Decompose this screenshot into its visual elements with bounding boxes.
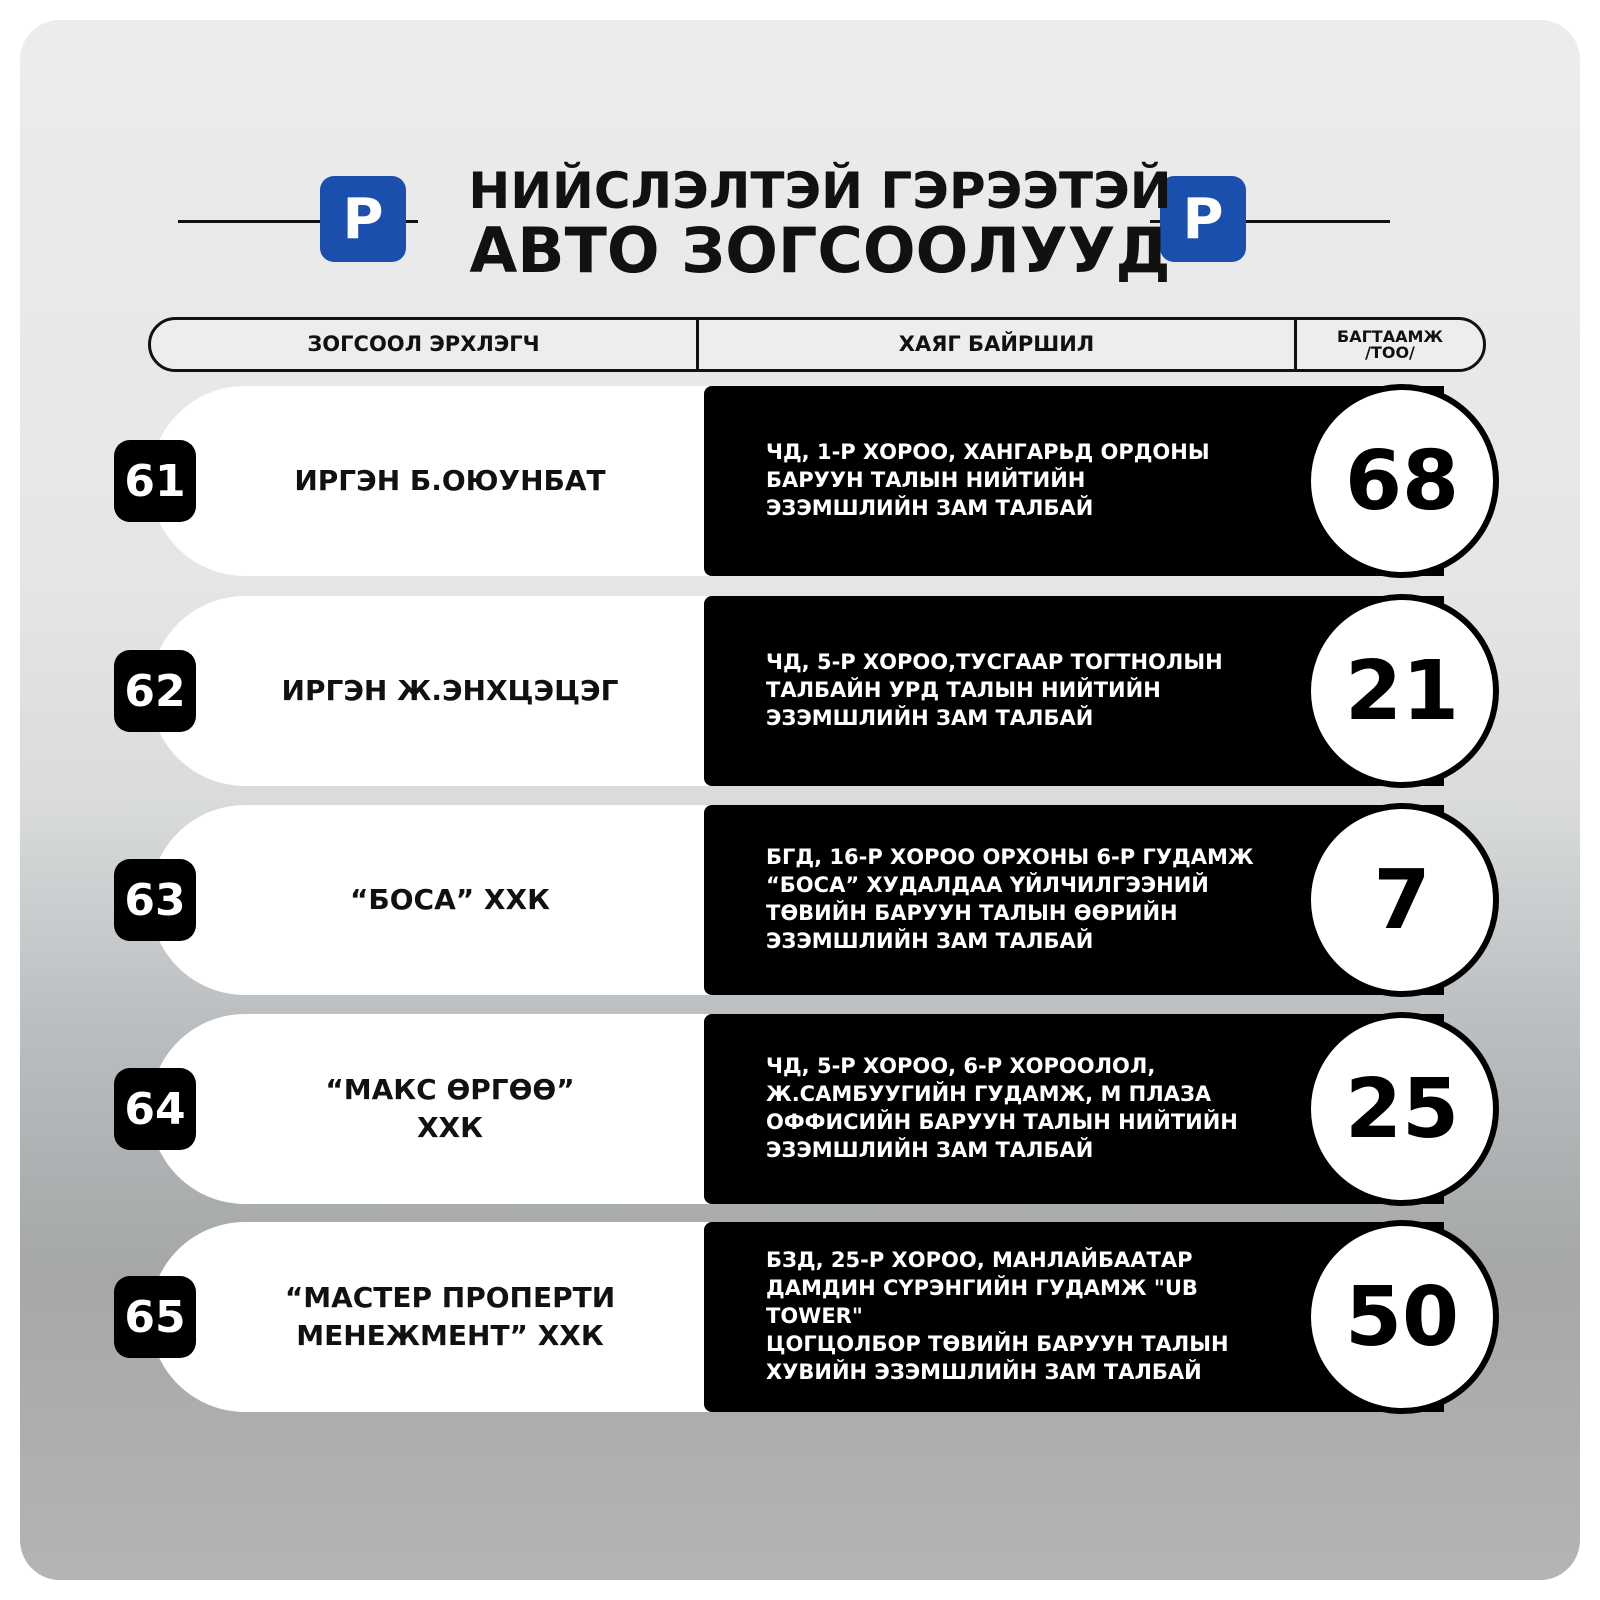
row-number-badge: 61 [114, 440, 196, 522]
title-line1: НИЙСЛЭЛТЭЙ ГЭРЭЭТЭЙ [468, 162, 1172, 220]
capacity-cell: 21 [1305, 594, 1499, 788]
address-cell: БЗД, 25-Р ХОРОО, МАНЛАЙБААТАР ДАМДИН СҮРЭНГИЙН ГУДАМЖ "UB TOWER" ЦОГЦОЛБОР ТӨВИЙН БАРУУН ТАЛЫН ХУВИЙН ЭЗЭМШЛИЙН ЗАМ ТАЛБАЙ [704, 1222, 1444, 1412]
table-row [124, 805, 1490, 995]
capacity-cell: 68 [1305, 384, 1499, 578]
parking-icon: P [1160, 176, 1246, 262]
address-cell: ЧД, 1-Р ХОРОО, ХАНГАРЬД ОРДОНЫ БАРУУН ТАЛЫН НИЙТИЙН ЭЗЭМШЛИЙН ЗАМ ТАЛБАЙ [704, 386, 1444, 576]
table-row [124, 596, 1490, 786]
table-row [124, 1014, 1490, 1204]
header-capacity: БАГТААМЖ /ТОО/ [1337, 326, 1443, 362]
owner-cell: “МАСТЕР ПРОПЕРТИ МЕНЕЖМЕНТ” ХХК [150, 1222, 710, 1412]
header-owner: ЗОГСООЛ ЭРХЛЭГЧ [151, 320, 699, 369]
address-cell: БГД, 16-Р ХОРОО ОРХОНЫ 6-Р ГУДАМЖ “БОСА” ХУДАЛДАА ҮЙЛЧИЛГЭЭНИЙ ТӨВИЙН БАРУУН ТАЛЫН ӨӨРИЙН ЭЗЭМШЛИЙН ЗАМ ТАЛБАЙ [704, 805, 1444, 995]
address-cell: ЧД, 5-Р ХОРОО,ТУСГААР ТОГТНОЛЫН ТАЛБАЙН УРД ТАЛЫН НИЙТИЙН ЭЗЭМШЛИЙН ЗАМ ТАЛБАЙ [704, 596, 1444, 786]
title-line2: АВТО ЗОГСООЛУУД [469, 214, 1171, 287]
owner-cell: ИРГЭН Ж.ЭНХЦЭЦЭГ [150, 596, 710, 786]
header-address: ХАЯГ БАЙРШИЛ [699, 320, 1297, 369]
row-number-badge: 63 [114, 859, 196, 941]
capacity-cell: 50 [1305, 1220, 1499, 1414]
owner-cell: ИРГЭН Б.ОЮУНБАТ [150, 386, 710, 576]
owner-cell: “МАКС ӨРГӨӨ” ХХК [150, 1014, 710, 1204]
parking-icon: P [320, 176, 406, 262]
capacity-cell: 25 [1305, 1012, 1499, 1206]
address-cell: ЧД, 5-Р ХОРОО, 6-Р ХОРООЛОЛ, Ж.САМБУУГИЙН ГУДАМЖ, М ПЛАЗА ОФФИСИЙН БАРУУН ТАЛЫН НИЙТИЙН ЭЗЭМШЛИЙН ЗАМ ТАЛБАЙ [704, 1014, 1444, 1204]
table-header [148, 317, 1486, 372]
row-number-badge: 64 [114, 1068, 196, 1150]
table-row [124, 386, 1490, 576]
row-number-badge: 62 [114, 650, 196, 732]
table-row [124, 1222, 1490, 1412]
capacity-cell: 7 [1305, 803, 1499, 997]
owner-cell: “БОСА” ХХК [150, 805, 710, 995]
row-number-badge: 65 [114, 1276, 196, 1358]
